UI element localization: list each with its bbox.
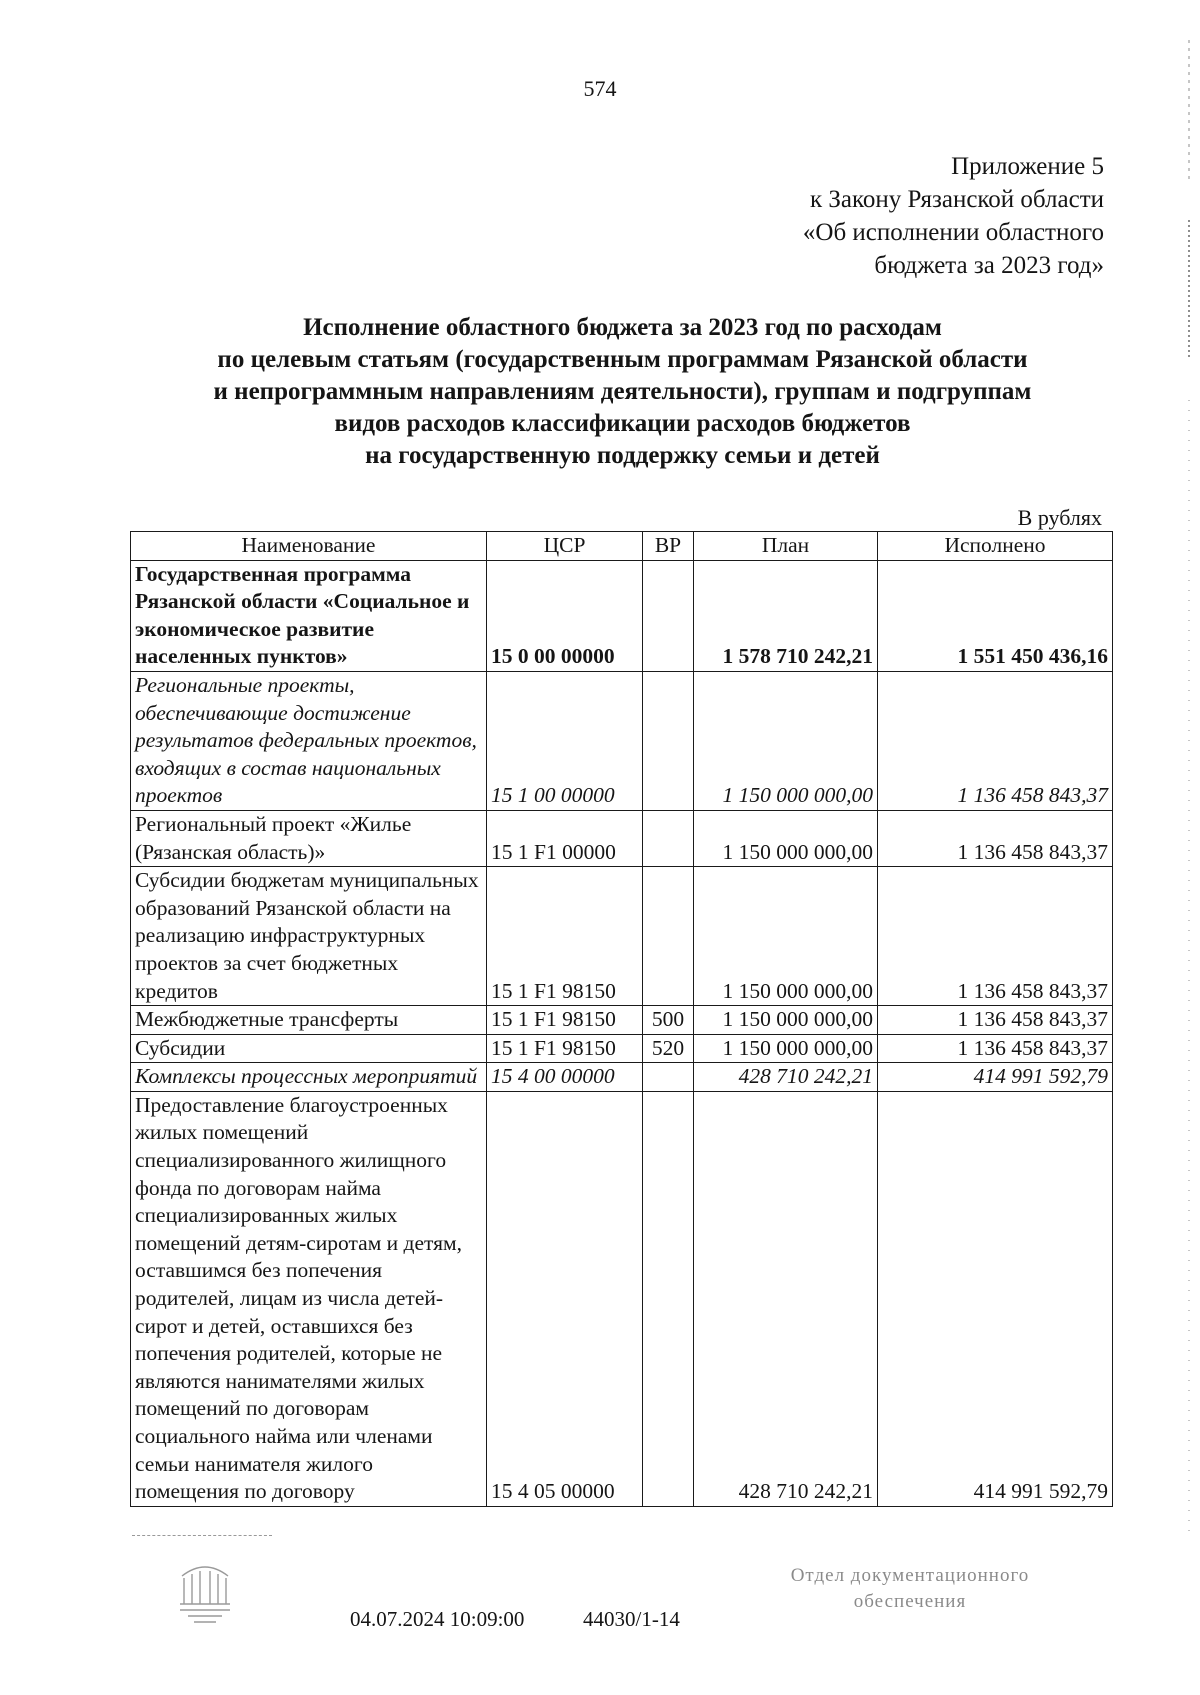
header-vr: ВР [643,532,694,561]
row-csr: 15 1 00 00000 [487,671,643,810]
document-title [130,312,1115,472]
row-name: Межбюджетные трансферты [131,1006,487,1035]
footer-date: 04.07.2024 10:09:00 [350,1607,525,1631]
row-vr [643,867,694,1006]
row-executed: 1 136 458 843,37 [878,1034,1113,1063]
table-row [131,1006,1113,1035]
row-csr: 15 4 00 00000 [487,1063,643,1092]
stamp-line: Отдел документационного [790,1565,1030,1586]
row-executed: 1 136 458 843,37 [878,1006,1113,1035]
appendix-reference [803,150,1104,282]
row-vr [643,1091,694,1506]
row-name: Региональный проект «Жилье (Рязанская область)» [131,810,487,866]
footer-document-number: 44030/1-14 [583,1607,680,1631]
row-vr: 520 [643,1034,694,1063]
table-row [131,1091,1113,1506]
row-executed: 414 991 592,79 [878,1091,1113,1506]
budget-table [130,531,1113,1507]
row-name: Комплексы процессных мероприятий [131,1063,487,1092]
header-csr: ЦСР [487,532,643,561]
row-plan: 1 150 000 000,00 [694,1034,878,1063]
row-plan: 428 710 242,21 [694,1063,878,1092]
row-plan: 1 578 710 242,21 [694,560,878,671]
table-row [131,671,1113,810]
row-plan: 428 710 242,21 [694,1091,878,1506]
table-row [131,867,1113,1006]
department-stamp [770,1563,1050,1615]
row-vr [643,810,694,866]
row-executed: 1 136 458 843,37 [878,810,1113,866]
appendix-line: Приложение 5 [951,153,1104,180]
row-executed: 414 991 592,79 [878,1063,1113,1092]
table-row [131,1034,1113,1063]
title-line: Исполнение областного бюджета за 2023 год по расходам [303,314,942,341]
scan-edge-artifact [1186,40,1194,1540]
row-name: Государственная программа Рязанской области «Социальное и экономическое развитие населенных пунктов» [131,560,487,671]
appendix-line: «Об исполнении областного [802,219,1104,246]
row-plan: 1 150 000 000,00 [694,671,878,810]
title-line: по целевым статьям (государственным программам Рязанской области [217,346,1028,373]
page-number: 574 [583,76,617,101]
table-header-row [131,532,1113,561]
title-line: видов расходов классификации расходов бюджетов [334,410,911,437]
header-name: Наименование [131,532,487,561]
row-vr [643,560,694,671]
row-plan: 1 150 000 000,00 [694,867,878,1006]
appendix-line: к Закону Рязанской области [810,186,1104,213]
row-vr: 500 [643,1006,694,1035]
row-executed: 1 136 458 843,37 [878,867,1113,1006]
row-csr: 15 4 05 00000 [487,1091,643,1506]
row-vr [643,671,694,810]
row-name: Субсидии бюджетам муниципальных образований Рязанской области на реализацию инфраструктурных проектов за счет бюджетных кредитов [131,867,487,1006]
row-plan: 1 150 000 000,00 [694,810,878,866]
row-csr: 15 1 F1 98150 [487,867,643,1006]
row-csr: 15 1 F1 98150 [487,1034,643,1063]
stamp-line: обеспечения [853,1591,967,1612]
footer-divider [132,1535,272,1536]
row-name: Субсидии [131,1034,487,1063]
row-csr: 15 1 F1 98150 [487,1006,643,1035]
row-csr: 15 1 F1 00000 [487,810,643,866]
table-row [131,1063,1113,1092]
row-executed: 1 551 450 436,16 [878,560,1113,671]
header-plan: План [694,532,878,561]
row-name: Предоставление благоустроенных жилых помещений специализированного жилищного фонда по договорам найма специализированных жилых помещений детям-сиротам и детям, оставшимся без попечения родителей, лицам из числа детей-сирот и детей, оставшихся без попечения родителей, которые не являются нанимателями жилых помещений по договорам социального найма или членами семьи нанимателя жилого помещения по договору [131,1091,487,1506]
row-name: Региональные проекты, обеспечивающие достижение результатов федеральных проектов, входящих в состав национальных проектов [131,671,487,810]
title-line: и непрограммным направлениям деятельности), группам и подгруппам [213,378,1032,405]
row-plan: 1 150 000 000,00 [694,1006,878,1035]
table-row [131,560,1113,671]
title-line: на государственную поддержку семьи и детей [365,442,880,469]
row-vr [643,1063,694,1092]
row-executed: 1 136 458 843,37 [878,671,1113,810]
row-csr: 15 0 00 00000 [487,560,643,671]
header-executed: Исполнено [878,532,1113,561]
appendix-line: бюджета за 2023 год» [874,252,1104,279]
table-row [131,810,1113,866]
emblem-icon [170,1556,240,1630]
units-label: В рублях [1017,505,1102,530]
